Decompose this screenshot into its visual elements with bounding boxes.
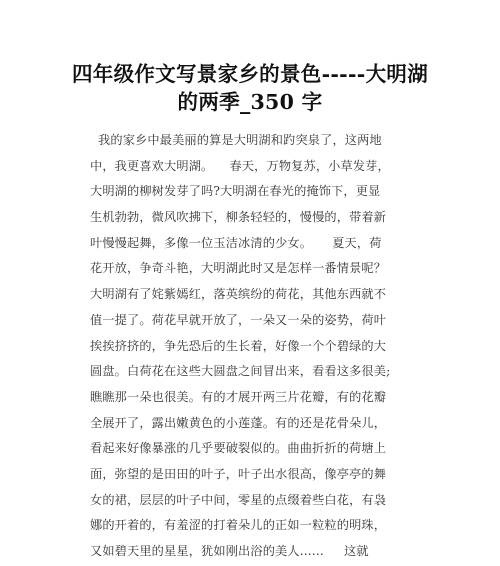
body-line: 值一提了。荷花早就开放了，一朵又一朵的姿势，荷叶 [90,312,387,327]
body-line: 中，我更喜欢大明湖。 春天，万物复苏，小草发芽， [90,158,390,173]
body-line: 面，弥望的是田田的叶子，叶子出水很高，像亭亭的舞 [90,466,387,481]
body-line: 又如碧天里的星星，犹如刚出浴的美人...... 这就 [90,544,369,558]
title-line-1: 四年级作文写景家乡的景色-----大明湖 [71,62,429,86]
body-line: 娜的开着的，有羞涩的打着朵儿的正如一粒粒的明珠， [90,518,387,533]
document-title [60,60,440,116]
body-line: 女的裙，层层的叶子中间，零星的点缀着些白花，有袅 [90,492,387,507]
body-line: 花开放，争奇斗艳，大明湖此时又是怎样一番情景呢？ [90,261,387,276]
body-line: 叶慢慢起舞，多像一位玉洁冰清的少女。 夏天，荷 [90,235,382,250]
body-line: 看起来好像暴涨的几乎要破裂似的。曲曲折折的荷塘上 [90,441,387,456]
body-line: 圆盘。白荷花在这些大圆盘之间冒出来，看看这多很美; [90,364,391,379]
body-line: 生机勃勃，微风吹拂下，柳条轻轻的，慢慢的，带着新 [90,210,387,225]
body-line: 大明湖有了姹紫嫣红，落英缤纷的荷花，其他东西就不 [90,287,387,302]
body-line: 全展开了，露出嫩黄色的小莲蓬。有的还是花骨朵儿， [90,415,387,430]
body-line: 瞧瞧那一朵也很美。有的才展开两三片花瓣，有的花瓣 [90,389,387,404]
body-line: 我的家乡中最美丽的算是大明湖和趵突泉了，这两地 [90,133,382,147]
title-line-2: 的两季_350 字 [177,90,323,114]
essay-body [90,128,425,565]
body-line: 大明湖的柳树发芽了吗?大明湖在春光的掩饰下，更显 [90,184,381,199]
body-line: 挨挨挤挤的，争先恐后的生长着，好像一个个碧绿的大 [90,338,387,353]
